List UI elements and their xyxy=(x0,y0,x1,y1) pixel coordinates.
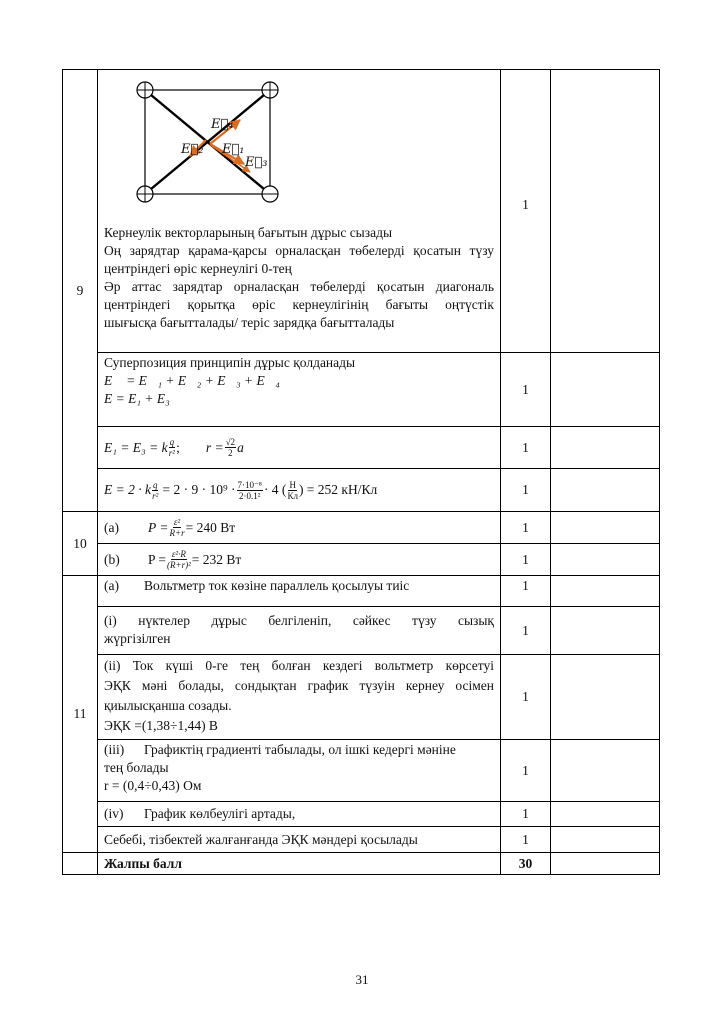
q11-iv-mark: 1 xyxy=(522,806,529,821)
e2-label: E⃗₂ xyxy=(181,142,204,157)
q9-part4-mark: 1 xyxy=(522,482,529,497)
question-number-11: 11 xyxy=(73,706,87,721)
square-charges-figure xyxy=(132,78,292,208)
q10-a-mark: 1 xyxy=(522,519,529,535)
fraction: $\frac{Н}{Кл}$ xyxy=(287,479,298,501)
fraction: $\frac{q}{\text{r²}}$ xyxy=(168,437,175,458)
fraction: $\frac{q}{\text{r²}}$ xyxy=(152,479,159,501)
e4-label: E⃗₄ xyxy=(211,117,234,132)
positive-charge-icon xyxy=(137,82,153,98)
q9-criteria-text: Кернеулік векторларының бағытын дұрыс сызады Оң зарядтар қарама-қарсы орналасқан төбелерді қосатын түзу центріндегі өріс кернеулігі 0-тең Әр аттас зарядтар орналасқан төбелерді қосатын диагональ центріндегі қорытқа өріс кернеулігінің бағыты оңтүстік шығысқа бағытталады/ теріс зарядқа бағытталады xyxy=(104,225,494,330)
question-number-9: 9 xyxy=(76,282,84,298)
q9-part2-mark: 1 xyxy=(522,381,529,397)
question-number-10: 10 xyxy=(73,535,87,551)
q11-iii-text: (iii) Графиктің градиенті табылады, ол ішкі кедергі мәніне тең болады r = (0,4÷0,43) Ом xyxy=(104,742,456,793)
negative-charge-icon xyxy=(262,186,278,202)
q11-a-mark: 1 xyxy=(522,578,529,593)
q11-a-text: (a) Вольтметр ток көзіне параллель қосылуы тиіс xyxy=(104,578,410,593)
q11-reason-mark: 1 xyxy=(522,831,529,847)
q11-iii-mark: 1 xyxy=(522,762,529,778)
q9-result-equation: E = 2 · k $\frac{q}{\text{r²}}$ = 2 · 9 · 10⁹ · $\frac{\text{7·10⁻⁸}}{\text{2·0.1²}}$ · 4 ( $\frac{Н}{Кл}$ ) = 252 кН/Кл xyxy=(104,479,378,501)
q11-i-mark: 1 xyxy=(522,622,529,638)
q11-ii-text: (ii) Ток күші 0-ге тең болған кездегі вольтметр көрсетуі ЭҚК мәні болады, сондықтан график түзуін кернеу осімен қиылысқанша созады. ЭҚК =(1,38÷1,44) В xyxy=(104,658,495,733)
e1-label: E⃗₁ xyxy=(222,142,245,157)
fraction: $\frac{√2}{2}$ xyxy=(225,437,236,458)
q10-a-equation: (a) P = $\frac{\text{ε²}}{R+r}$ = 240 Вт xyxy=(104,517,236,538)
total-score-value: 30 xyxy=(518,855,533,871)
q11-iv-text: (iv) График көлбеулігі артады, xyxy=(104,806,296,821)
q11-ii-mark: 1 xyxy=(522,689,529,704)
fraction: $\frac{\text{ε²}}{R+r}$ xyxy=(169,517,185,538)
q10-b-mark: 1 xyxy=(522,551,529,567)
fraction: $\frac{\text{7·10⁻⁸}}{\text{2·0.1²}}$ xyxy=(237,479,262,501)
q9-part1-mark: 1 xyxy=(522,197,529,212)
fraction: $\frac{\text{ε²·R}}{\text{(R+r)²}}$ xyxy=(167,549,191,570)
q9-superposition-text: Суперпозиция принципін дұрыс қолданады E⃗ = E⃗₁ + E⃗₂ + E⃗₃ + E⃗₄ E = E₁ + E₃ xyxy=(104,355,356,406)
q9-part3-mark: 1 xyxy=(522,439,529,455)
q10-b-equation: (b) P = $\frac{\text{ε²·R}}{\text{(R+r)²}}$ = 232 Вт xyxy=(104,549,242,570)
e3-label: E⃗₃ xyxy=(245,155,268,170)
q11-reason-text: Себебі, тізбектей жалғанғанда ЭҚК мәндері қосылады xyxy=(104,831,418,847)
q9-field-equation: E₁ = E₃ = k $\frac{q}{\text{r²}}$ ; r = $\frac{√2}{2}$ a xyxy=(104,437,244,458)
q11-i-text: (i) нүктелер дұрыс белгіленіп, сәйкес түзу сызық жүргізілген xyxy=(104,613,494,646)
page-number: 31 xyxy=(355,972,369,987)
positive-charge-icon xyxy=(137,186,153,202)
positive-charge-icon xyxy=(262,82,278,98)
total-score-label: Жалпы балл xyxy=(104,855,182,871)
